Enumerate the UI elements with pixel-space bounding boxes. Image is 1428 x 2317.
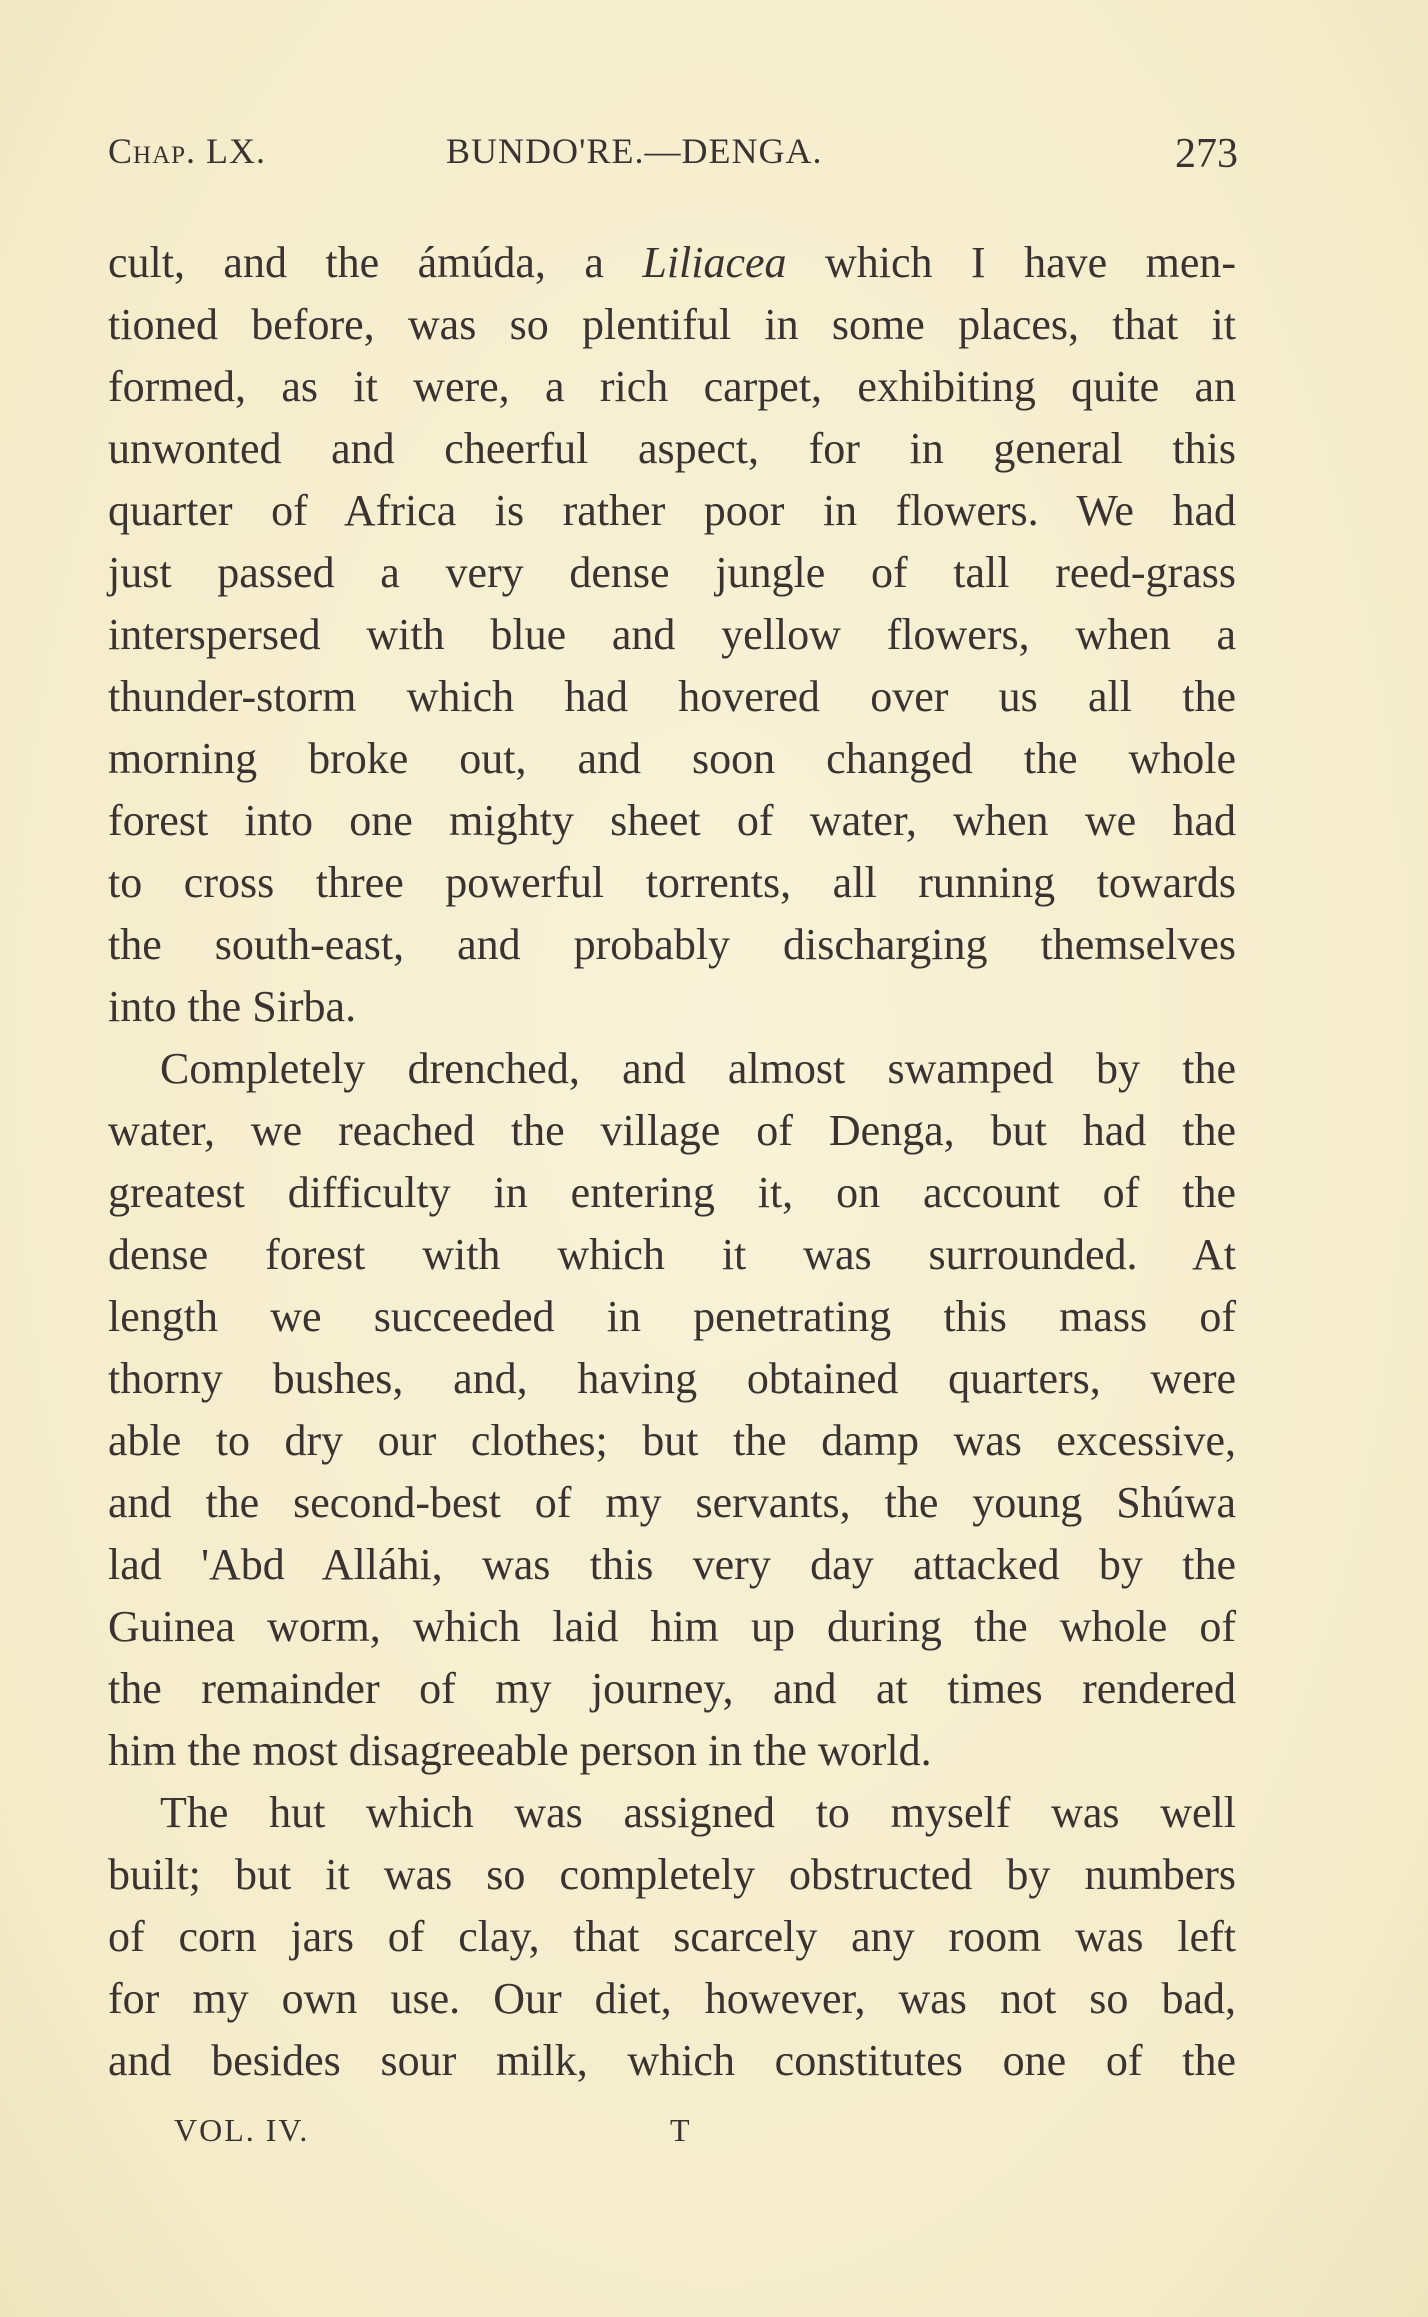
text-line: built; but it was so completely obstructed by numbers xyxy=(108,1850,1236,1899)
text-line xyxy=(108,232,1236,294)
volume-footer: VOL. IV. xyxy=(174,2112,310,2148)
text-line: to cross three powerful torrents, all running towards xyxy=(108,858,1236,907)
text-line: The hut which was assigned to myself was well xyxy=(160,1788,1236,1837)
text-segment: which I have men- xyxy=(786,238,1236,287)
text-segment: cult, and the ámúda, a xyxy=(108,238,643,287)
page-number: 273 xyxy=(1175,131,1238,177)
text-line: the south-east, and probably discharging themselves xyxy=(108,920,1236,969)
text-line: for my own use. Our diet, however, was not so bad, xyxy=(108,1974,1236,2023)
text-line: able to dry our clothes; but the damp was excessive, xyxy=(108,1416,1236,1465)
text-line: unwonted and cheerful aspect, for in general this xyxy=(108,424,1236,473)
text-line: and besides sour milk, which constitutes one of the xyxy=(108,2036,1236,2085)
text-line: interspersed with blue and yellow flowers, when a xyxy=(108,610,1236,659)
text-line: morning broke out, and soon changed the whole xyxy=(108,734,1236,783)
text-line: water, we reached the village of Denga, but had the xyxy=(108,1106,1236,1155)
italic-term: Liliacea xyxy=(642,238,787,287)
text-line: forest into one mighty sheet of water, when we had xyxy=(108,796,1236,845)
text-line: tioned before, was so plentiful in some places, that it xyxy=(108,300,1236,349)
chapter-label: Chap. LX. xyxy=(108,131,267,171)
running-title: BUNDO'RE.—DENGA. xyxy=(446,131,823,171)
text-line: the remainder of my journey, and at times rendered xyxy=(108,1664,1236,1713)
text-line: dense forest with which it was surrounded. At xyxy=(108,1230,1236,1279)
text-line: length we succeeded in penetrating this mass of xyxy=(108,1292,1236,1341)
signature-mark: T xyxy=(670,2112,690,2148)
body-text xyxy=(108,232,1236,2092)
text-line: formed, as it were, a rich carpet, exhibiting quite an xyxy=(108,362,1236,411)
text-line: thorny bushes, and, having obtained quarters, were xyxy=(108,1354,1236,1403)
text-line: quarter of Africa is rather poor in flowers. We had xyxy=(108,486,1236,535)
text-line: thunder-storm which had hovered over us all the xyxy=(108,672,1236,721)
text-line: Completely drenched, and almost swamped by the xyxy=(160,1044,1236,1093)
text-line: of corn jars of clay, that scarcely any room was left xyxy=(108,1912,1236,1961)
running-header xyxy=(108,130,1238,180)
text-line: greatest difficulty in entering it, on account of the xyxy=(108,1168,1236,1217)
text-line: Guinea worm, which laid him up during the whole of xyxy=(108,1602,1236,1651)
text-line: and the second-best of my servants, the young Shúwa xyxy=(108,1478,1236,1527)
text-line: just passed a very dense jungle of tall reed-grass xyxy=(108,548,1236,597)
text-line: him the most disagreeable person in the world. xyxy=(108,1726,932,1775)
text-line: lad 'Abd Alláhi, was this very day attacked by the xyxy=(108,1540,1236,1589)
text-line: into the Sirba. xyxy=(108,982,357,1031)
